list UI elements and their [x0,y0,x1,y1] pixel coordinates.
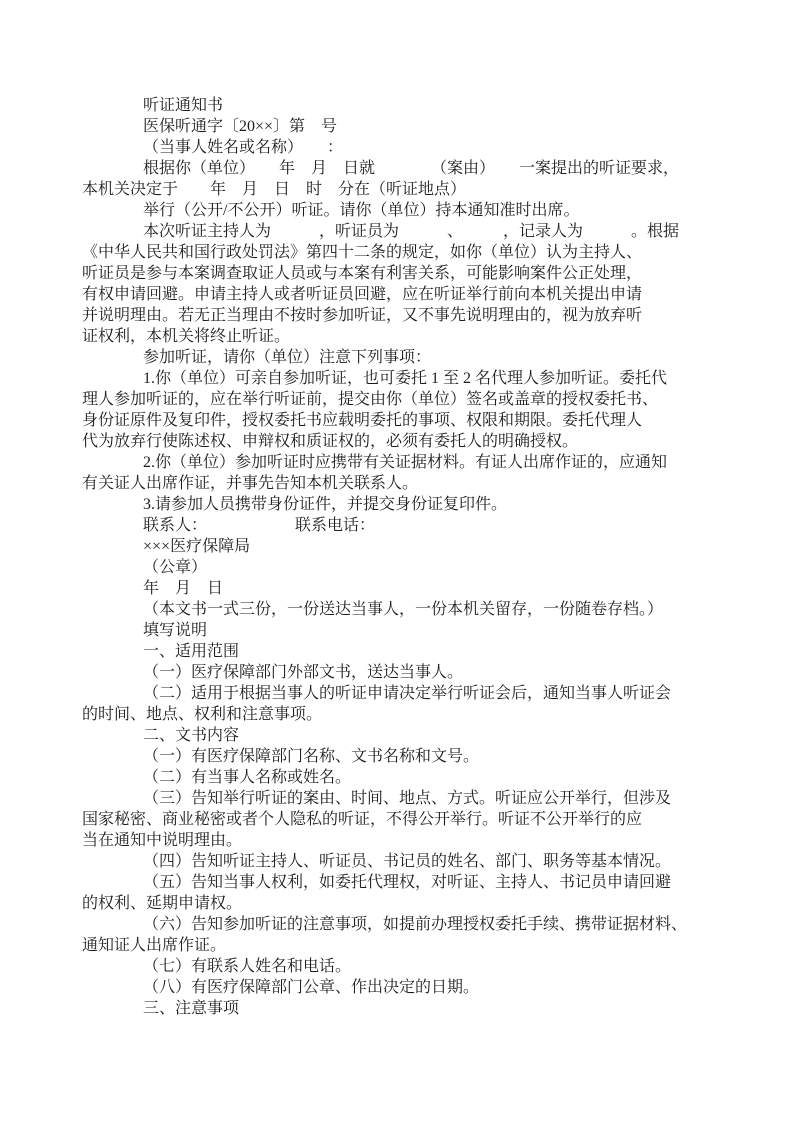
document-line: （八）有医疗保障部门公章、作出决定的日期。 [143,979,480,996]
document-line: 根据你（单位） 年 月 日就 （案由） 一案提出的听证要求， [143,160,680,177]
document-line: （二）适用于根据当事人的听证申请决定举行听证会后，通知当事人听证会 [143,685,672,702]
document-line: 证权利，本机关将终止听证。 [82,328,291,345]
document-line: （当事人姓名或名称） ： [143,139,344,156]
document-line: 身份证原件及复印件，授权委托书应载明委托的事项、权限和期限。委托代理人 [82,412,643,429]
document-line: 一、适用范围 [143,643,240,660]
document-line: 听证通知书 [143,97,224,114]
document-line: 本次听证主持人为 ，听证员为 、 ，记录人为 。根据 [143,223,680,240]
document-line: 听证员是参与本案调查取证人员或与本案有利害关系，可能影响案件公正处理， [82,265,643,282]
document-line: （一）医疗保障部门外部文书，送达当事人。 [143,664,464,681]
document-line: 当在通知中说明理由。 [82,832,243,849]
document-line: 三、注意事项 [143,1000,240,1017]
document-line: （七）有联系人姓名和电话。 [143,958,352,975]
document-line: 的时间、地点、权利和注意事项。 [82,706,323,723]
document-line: （六）告知参加听证的注意事项，如提前办理授权委托手续、携带证据材料、 [143,916,688,933]
document-line: 填写说明 [143,622,208,639]
document-line: 举行（公开/不公开）听证。请你（单位）持本通知准时出席。 [143,202,580,219]
document-line: 的权利、延期申请权。 [82,895,243,912]
document-line: 并说明理由。若无正当理由不按时参加听证，又不事先说明理由的，视为放弃听 [82,307,643,324]
document-line: 代为放弃行使陈述权、申辩权和质证权的，必须有委托人的明确授权。 [82,433,579,450]
document-line: 本机关决定于 年 月 日 时 分在（听证地点） [82,181,467,198]
document-line: （三）告知举行听证的案由、时间、地点、方式。听证应公开举行，但涉及 [143,790,672,807]
document-line: 1.你（单位）可亲自参加听证，也可委托 1 至 2 名代理人参加听证。委托代 [143,370,668,387]
document-line: 《中华人民共和国行政处罚法》第四十二条的规定，如你（单位）认为主持人、 [82,244,643,261]
document-line: 参加听证，请你（单位）注意下列事项： [143,349,432,366]
document-line: （公章） [143,559,208,576]
document-line: （四）告知听证主持人、听证员、书记员的姓名、部门、职务等基本情况。 [143,853,672,870]
document-line: 医保听通字〔20××〕第 号 [143,118,338,135]
document-line: 有权申请回避。申请主持人或者听证员回避，应在听证举行前向本机关提出申请 [82,286,643,303]
document-line: 联系人： 联系电话： [143,517,376,534]
document-line: 通知证人出席作证。 [82,937,227,954]
document-line: 2.你（单位）参加听证时应携带有关证据材料。有证人出席作证的，应通知 [143,454,668,471]
document-line: （一）有医疗保障部门名称、文书名称和文号。 [143,748,480,765]
document-line: ×××医疗保障局 [143,538,251,555]
document-line: 二、文书内容 [143,727,240,744]
document-body [82,95,705,1019]
document-line: 国家秘密、商业秘密或者个人隐私的听证，不得公开举行。听证不公开举行的应 [82,811,643,828]
document-line: 理人参加听证的，应在举行听证前，提交由你（单位）签名或盖章的授权委托书、 [82,391,659,408]
document-line: 年 月 日 [143,580,224,597]
document-line: 3.请参加人员携带身份证件，并提交身份证复印件。 [143,496,508,513]
document-line: 有关证人出席作证，并事先告知本机关联系人。 [82,475,419,492]
document-line: （本文书一式三份，一份送达当事人，一份本机关留存，一份随卷存档。） [143,601,664,618]
document-line: （五）告知当事人权利，如委托代理权，对听证、主持人、书记员申请回避 [143,874,672,891]
document-line: （二）有当事人名称或姓名。 [143,769,352,786]
